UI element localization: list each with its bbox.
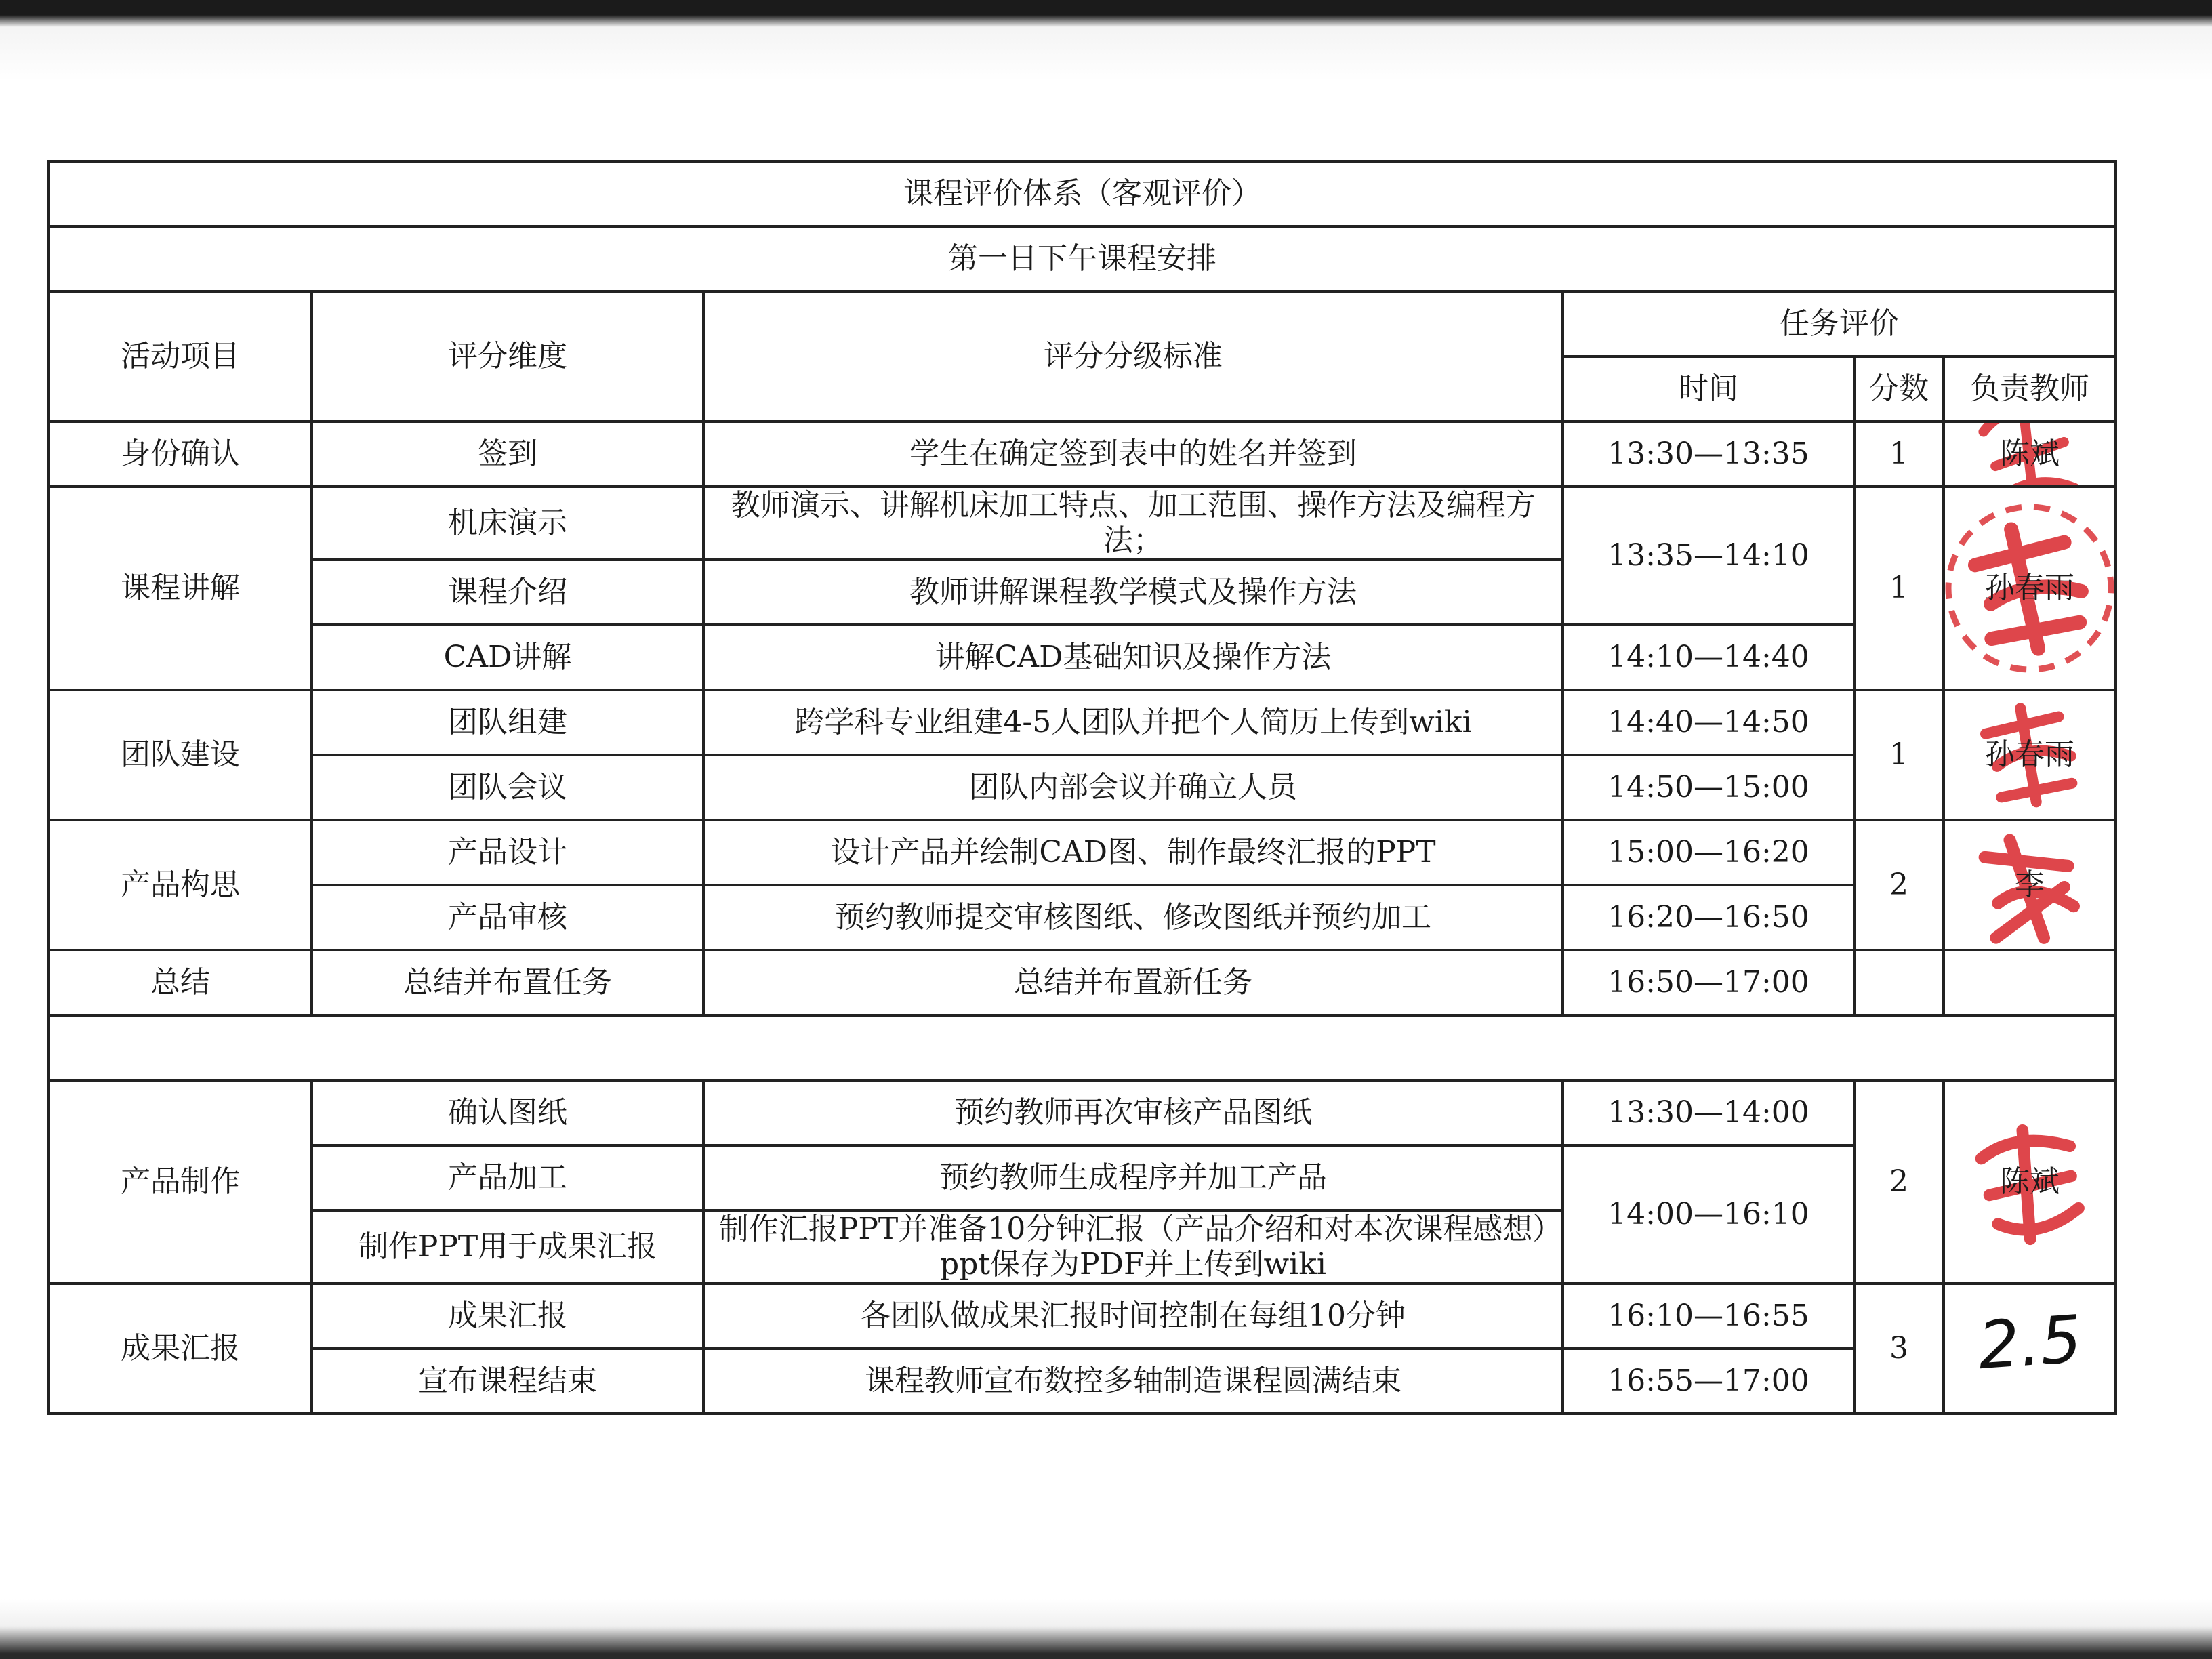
time-cell: 16:10—16:55 xyxy=(1563,1284,1854,1349)
table-row xyxy=(49,625,2116,690)
table-row xyxy=(49,487,2116,560)
dimension-cell: 宣布课程结束 xyxy=(312,1349,703,1414)
time-cell: 14:10—14:40 xyxy=(1563,625,1854,690)
standard-cell: 制作汇报PPT并准备10分钟汇报（产品介绍和对本次课程感想）ppt保存为PDF并上传到wiki xyxy=(703,1210,1563,1284)
header-score: 分数 xyxy=(1854,356,1944,422)
header-activity: 活动项目 xyxy=(49,291,312,422)
time-cell: 16:50—17:00 xyxy=(1563,950,1854,1015)
teacher-cell xyxy=(1944,950,2116,1015)
header-row xyxy=(49,291,2116,356)
teacher-cell xyxy=(1944,487,2116,690)
table-row xyxy=(49,755,2116,820)
time-cell: 13:30—13:35 xyxy=(1563,422,1854,487)
table-row xyxy=(49,422,2116,487)
teacher-name: 孙春雨 xyxy=(1985,571,2074,605)
dimension-cell: 团队组建 xyxy=(312,690,703,755)
dimension-cell: 成果汇报 xyxy=(312,1284,703,1349)
teacher-name: 陈斌 xyxy=(2000,436,2060,471)
time-cell: 16:55—17:00 xyxy=(1563,1349,1854,1414)
table-row xyxy=(49,950,2116,1015)
time-cell: 16:20—16:50 xyxy=(1563,885,1854,950)
standard-cell: 跨学科专业组建4-5人团队并把个人简历上传到wiki xyxy=(703,690,1563,755)
header-time: 时间 xyxy=(1563,356,1854,422)
time-cell: 13:30—14:00 xyxy=(1563,1080,1854,1145)
dimension-cell: 确认图纸 xyxy=(312,1080,703,1145)
standard-cell: 学生在确定签到表中的姓名并签到 xyxy=(703,422,1563,487)
teacher-cell xyxy=(1944,690,2116,820)
dimension-cell: 总结并布置任务 xyxy=(312,950,703,1015)
standard-cell: 预约教师再次审核产品图纸 xyxy=(703,1080,1563,1145)
header-standard: 评分分级标准 xyxy=(703,291,1563,422)
standard-cell: 总结并布置新任务 xyxy=(703,950,1563,1015)
activity-cell: 成果汇报 xyxy=(49,1284,312,1414)
dimension-cell: CAD讲解 xyxy=(312,625,703,690)
subtitle-row xyxy=(49,226,2116,291)
evaluation-table xyxy=(47,160,2117,1415)
dimension-cell: 机床演示 xyxy=(312,487,703,560)
activity-cell: 身份确认 xyxy=(49,422,312,487)
time-cell: 14:50—15:00 xyxy=(1563,755,1854,820)
time-cell: 15:00—16:20 xyxy=(1563,820,1854,885)
dimension-cell: 制作PPT用于成果汇报 xyxy=(312,1210,703,1284)
standard-cell: 教师讲解课程教学模式及操作方法 xyxy=(703,560,1563,625)
table-row xyxy=(49,885,2116,950)
standard-cell: 预约教师生成程序并加工产品 xyxy=(703,1145,1563,1210)
activity-cell: 产品构思 xyxy=(49,820,312,950)
standard-cell: 预约教师提交审核图纸、修改图纸并预约加工 xyxy=(703,885,1563,950)
table-row xyxy=(49,1145,2116,1210)
time-cell: 14:00—16:10 xyxy=(1563,1145,1854,1284)
title-row xyxy=(49,161,2116,226)
divider-row xyxy=(49,1015,2116,1080)
dimension-cell: 产品设计 xyxy=(312,820,703,885)
dimension-cell: 产品加工 xyxy=(312,1145,703,1210)
handwritten-score: 2.5 xyxy=(1975,1300,2085,1384)
table-row xyxy=(49,1284,2116,1349)
standard-cell: 设计产品并绘制CAD图、制作最终汇报的PPT xyxy=(703,820,1563,885)
table-row xyxy=(49,820,2116,885)
teacher-cell xyxy=(1944,1080,2116,1284)
score-cell: 3 xyxy=(1854,1284,1944,1414)
standard-cell: 讲解CAD基础知识及操作方法 xyxy=(703,625,1563,690)
empty-divider xyxy=(49,1015,2116,1080)
teacher-cell xyxy=(1944,1284,2116,1414)
time-cell: 14:40—14:50 xyxy=(1563,690,1854,755)
teacher-name: 孙春雨 xyxy=(1985,737,2074,772)
table-row xyxy=(49,690,2116,755)
score-cell: 2 xyxy=(1854,1080,1944,1284)
teacher-name: 陈斌 xyxy=(2000,1164,2060,1199)
activity-cell: 课程讲解 xyxy=(49,487,312,690)
teacher-name: 李 xyxy=(2015,867,2045,902)
header-task-eval: 任务评价 xyxy=(1563,291,2116,356)
header-teacher: 负责教师 xyxy=(1944,356,2116,422)
teacher-cell xyxy=(1944,422,2116,487)
standard-cell: 教师演示、讲解机床加工特点、加工范围、操作方法及编程方法； xyxy=(703,487,1563,560)
table-subtitle: 第一日下午课程安排 xyxy=(49,226,2116,291)
score-cell: 1 xyxy=(1854,487,1944,690)
teacher-cell xyxy=(1944,820,2116,950)
table-title: 课程评价体系（客观评价） xyxy=(49,161,2116,226)
standard-cell: 课程教师宣布数控多轴制造课程圆满结束 xyxy=(703,1349,1563,1414)
dimension-cell: 签到 xyxy=(312,422,703,487)
table-row xyxy=(49,1080,2116,1145)
dimension-cell: 产品审核 xyxy=(312,885,703,950)
activity-cell: 总结 xyxy=(49,950,312,1015)
score-cell: 2 xyxy=(1854,820,1944,950)
activity-cell: 产品制作 xyxy=(49,1080,312,1284)
score-cell xyxy=(1854,950,1944,1015)
score-cell: 1 xyxy=(1854,422,1944,487)
standard-cell: 团队内部会议并确立人员 xyxy=(703,755,1563,820)
standard-cell: 各团队做成果汇报时间控制在每组10分钟 xyxy=(703,1284,1563,1349)
header-dimension: 评分维度 xyxy=(312,291,703,422)
evaluation-sheet xyxy=(47,160,2114,1415)
time-cell: 13:35—14:10 xyxy=(1563,487,1854,625)
dimension-cell: 课程介绍 xyxy=(312,560,703,625)
table-row xyxy=(49,1349,2116,1414)
dimension-cell: 团队会议 xyxy=(312,755,703,820)
activity-cell: 团队建设 xyxy=(49,690,312,820)
score-cell: 1 xyxy=(1854,690,1944,820)
